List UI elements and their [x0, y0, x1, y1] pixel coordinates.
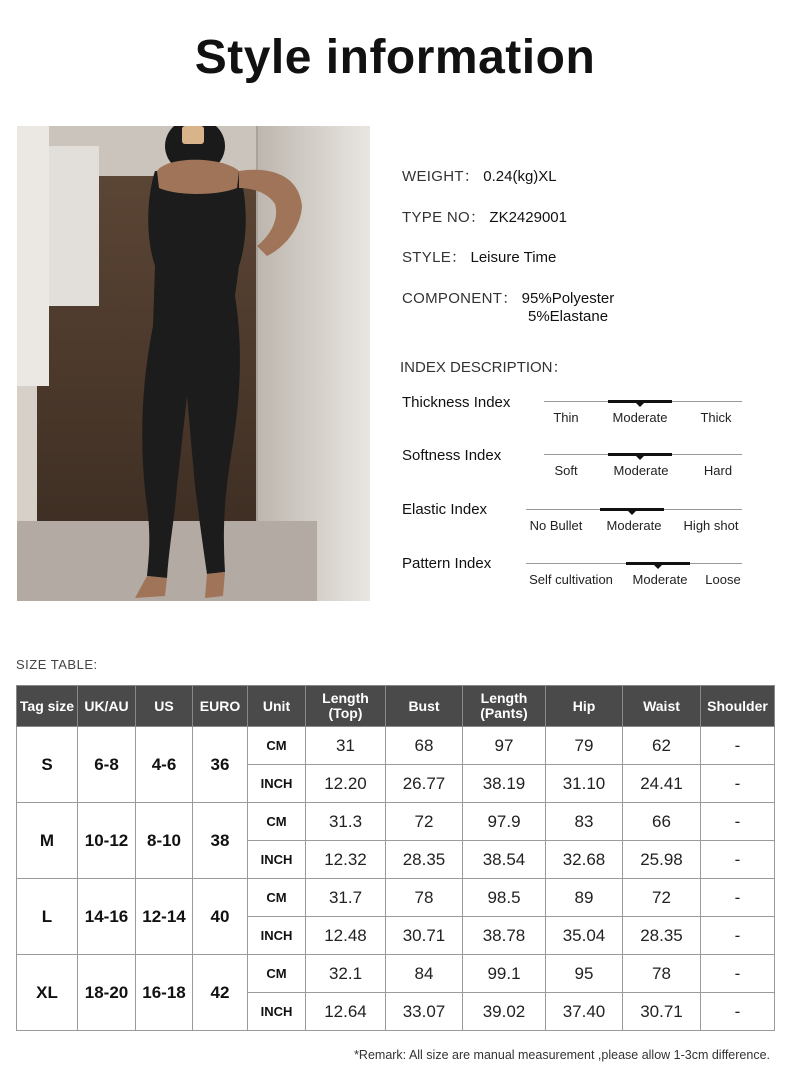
table-cell: - — [701, 879, 775, 917]
scale-pointer-icon — [636, 456, 644, 460]
uk-au-cell: 10-12 — [78, 803, 136, 879]
scale-label-high: Thick — [700, 410, 732, 425]
thickness-index-label: Thickness Index — [402, 394, 511, 411]
weight-row — [402, 165, 557, 186]
unit-cell: CM — [248, 803, 306, 841]
table-cell: - — [701, 727, 775, 765]
scale-label-mid: Moderate — [632, 572, 688, 587]
product-photo — [17, 126, 370, 601]
remark-note: *Remark: All size are manual measurement ,please allow 1-3cm difference. — [354, 1048, 770, 1062]
header-tag-size: Tag size — [17, 686, 78, 727]
header-shoulder: Shoulder — [701, 686, 775, 727]
table-cell: 95 — [546, 955, 623, 993]
header-length-pants: Length (Pants) — [463, 686, 546, 727]
tag-size-cell: S — [17, 727, 78, 803]
table-cell: 68 — [386, 727, 463, 765]
scale-label-high: Hard — [703, 463, 733, 478]
table-cell: - — [701, 765, 775, 803]
type-row — [402, 206, 567, 227]
pattern-index-scale — [526, 563, 742, 585]
header-us: US — [136, 686, 193, 727]
unit-cell: INCH — [248, 917, 306, 955]
header-uk-au: UK/AU — [78, 686, 136, 727]
table-cell: 97.9 — [463, 803, 546, 841]
table-cell: 78 — [623, 955, 701, 993]
us-cell: 12-14 — [136, 879, 193, 955]
scale-label-mid: Moderate — [613, 463, 669, 478]
softness-index-scale — [544, 454, 742, 476]
table-cell: 72 — [623, 879, 701, 917]
style-row — [402, 246, 556, 267]
index-description-title: INDEX DESCRIPTION： — [400, 359, 568, 376]
table-cell: - — [701, 917, 775, 955]
scale-pointer-icon — [628, 511, 636, 515]
table-cell: 89 — [546, 879, 623, 917]
table-row — [17, 955, 775, 993]
table-cell: 38.54 — [463, 841, 546, 879]
table-cell: 25.98 — [623, 841, 701, 879]
page-title: Style information — [194, 31, 596, 84]
pattern-index-label: Pattern Index — [402, 555, 492, 572]
unit-cell: INCH — [248, 765, 306, 803]
table-cell: 79 — [546, 727, 623, 765]
table-cell: 24.41 — [623, 765, 701, 803]
header-hip: Hip — [546, 686, 623, 727]
component-label: COMPONENT： — [402, 290, 518, 307]
table-cell: - — [701, 841, 775, 879]
unit-cell: INCH — [248, 993, 306, 1031]
table-cell: 99.1 — [463, 955, 546, 993]
unit-cell: CM — [248, 955, 306, 993]
table-cell: 37.40 — [546, 993, 623, 1031]
table-cell: 26.77 — [386, 765, 463, 803]
table-row — [17, 879, 775, 917]
table-cell: 38.78 — [463, 917, 546, 955]
scale-label-low: Soft — [554, 463, 578, 478]
scale-label-high: Loose — [705, 572, 741, 587]
elastic-index-scale — [526, 509, 742, 531]
table-cell: 12.48 — [306, 917, 386, 955]
tag-size-cell: M — [17, 803, 78, 879]
header-bust: Bust — [386, 686, 463, 727]
euro-cell: 38 — [193, 803, 248, 879]
table-cell: 28.35 — [623, 917, 701, 955]
us-cell: 16-18 — [136, 955, 193, 1031]
table-cell: 12.64 — [306, 993, 386, 1031]
scale-pointer-icon — [636, 403, 644, 407]
table-cell: 31.7 — [306, 879, 386, 917]
component-row — [402, 287, 614, 308]
us-cell: 4-6 — [136, 727, 193, 803]
elastic-index-label: Elastic Index — [402, 501, 488, 518]
table-cell: 30.71 — [386, 917, 463, 955]
weight-value: 0.24(kg)XL — [483, 168, 557, 185]
uk-au-cell: 6-8 — [78, 727, 136, 803]
table-cell: 62 — [623, 727, 701, 765]
table-cell: 32.68 — [546, 841, 623, 879]
euro-cell: 42 — [193, 955, 248, 1031]
tag-size-cell: XL — [17, 955, 78, 1031]
header-waist: Waist — [623, 686, 701, 727]
table-cell: - — [701, 993, 775, 1031]
header-unit: Unit — [248, 686, 306, 727]
header-length-top: Length (Top) — [306, 686, 386, 727]
component-value-1: 95%Polyester — [521, 290, 615, 307]
thickness-index-scale — [544, 401, 742, 423]
table-cell: 31.10 — [546, 765, 623, 803]
table-cell: 38.19 — [463, 765, 546, 803]
table-row — [17, 727, 775, 765]
header-euro: EURO — [193, 686, 248, 727]
table-cell: 33.07 — [386, 993, 463, 1031]
us-cell: 8-10 — [136, 803, 193, 879]
unit-cell: CM — [248, 727, 306, 765]
scale-label-low: Thin — [553, 410, 579, 425]
table-cell: 30.71 — [623, 993, 701, 1031]
table-cell: 83 — [546, 803, 623, 841]
table-cell: 31.3 — [306, 803, 386, 841]
table-cell: 28.35 — [386, 841, 463, 879]
style-label: STYLE： — [402, 249, 467, 266]
size-table-header-row — [17, 686, 775, 727]
table-cell: 78 — [386, 879, 463, 917]
euro-cell: 36 — [193, 727, 248, 803]
table-cell: 35.04 — [546, 917, 623, 955]
scale-label-mid: Moderate — [612, 410, 668, 425]
unit-cell: INCH — [248, 841, 306, 879]
component-value-2: 5%Elastane — [528, 308, 609, 325]
scale-pointer-icon — [654, 565, 662, 569]
weight-label: WEIGHT： — [402, 168, 480, 185]
uk-au-cell: 14-16 — [78, 879, 136, 955]
table-cell: 84 — [386, 955, 463, 993]
table-cell: 66 — [623, 803, 701, 841]
table-cell: 32.1 — [306, 955, 386, 993]
scale-label-low: No Bullet — [529, 518, 583, 533]
table-cell: - — [701, 803, 775, 841]
table-cell: - — [701, 955, 775, 993]
size-table-label: SIZE TABLE: — [16, 657, 98, 672]
table-row — [17, 803, 775, 841]
scale-label-high: High shot — [683, 518, 739, 533]
table-cell: 98.5 — [463, 879, 546, 917]
tag-size-cell: L — [17, 879, 78, 955]
size-table — [16, 685, 775, 1031]
table-cell: 12.20 — [306, 765, 386, 803]
table-cell: 31 — [306, 727, 386, 765]
uk-au-cell: 18-20 — [78, 955, 136, 1031]
type-value: ZK2429001 — [489, 209, 567, 226]
table-cell: 72 — [386, 803, 463, 841]
table-cell: 39.02 — [463, 993, 546, 1031]
scale-label-mid: Moderate — [606, 518, 662, 533]
unit-cell: CM — [248, 879, 306, 917]
table-cell: 12.32 — [306, 841, 386, 879]
softness-index-label: Softness Index — [402, 447, 502, 464]
scale-label-low: Self cultivation — [529, 572, 613, 587]
euro-cell: 40 — [193, 879, 248, 955]
type-label: TYPE NO： — [402, 209, 486, 226]
table-cell: 97 — [463, 727, 546, 765]
style-value: Leisure Time — [470, 249, 557, 266]
